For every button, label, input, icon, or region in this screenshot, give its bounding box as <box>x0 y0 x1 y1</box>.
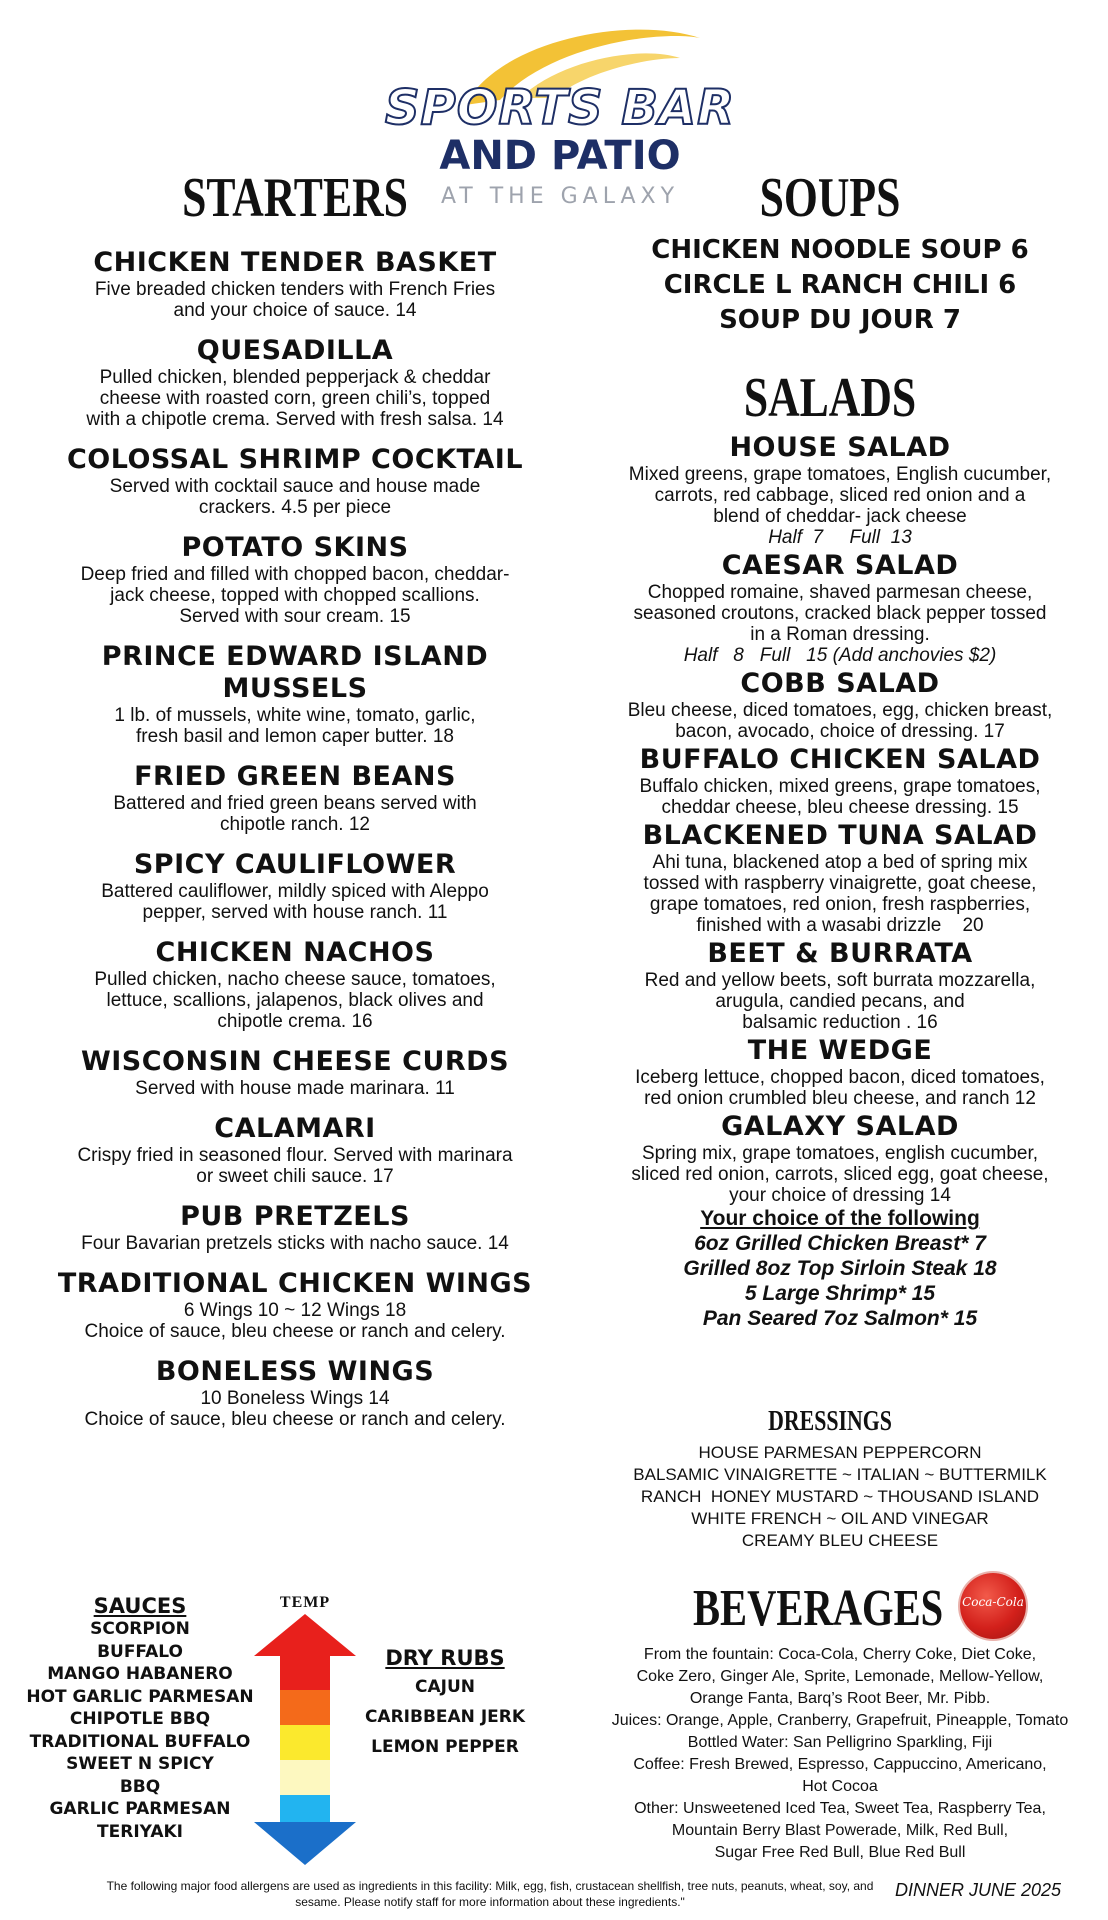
starter-item: WISCONSIN CHEESE CURDS Served with house made marinara. 11 <box>40 1046 550 1099</box>
starter-item: PUB PRETZELS Four Bavarian pretzels sticks with nacho sauce. 14 <box>40 1201 550 1254</box>
dressings-list <box>600 1442 1080 1552</box>
temp-arrow-icon <box>252 1612 358 1867</box>
beverage-line: Sugar Free Red Bull, Blue Red Bull <box>714 1844 966 1861</box>
soup-item: CIRCLE L RANCH CHILI 6 <box>663 270 1017 300</box>
temp-label: TEMP <box>279 1594 331 1611</box>
sauces-list <box>10 1594 270 1843</box>
item-name: TRADITIONAL CHICKEN WINGS <box>57 1268 533 1299</box>
salad-choice: Grilled 8oz Top Sirloin Steak 18 <box>683 1257 997 1280</box>
sauce-item: BUFFALO <box>97 1641 183 1662</box>
starter-item: CALAMARI Crispy fried in seasoned flour. Served with marinara or sweet chili sauce. 17 <box>40 1113 550 1187</box>
sauce-item: MANGO HABANERO <box>47 1664 233 1684</box>
dressing-line: RANCH HONEY MUSTARD ~ THOUSAND ISLAND <box>640 1487 1040 1506</box>
starter-item: BONELESS WINGS 10 Boneless Wings 14 Choice of sauce, bleu cheese or ranch and celery. <box>40 1356 550 1430</box>
temp-band-2 <box>280 1690 330 1725</box>
item-name: CHICKEN TENDER BASKET <box>93 247 497 278</box>
salads-list <box>600 432 1080 1331</box>
starters-list <box>40 247 550 1430</box>
item-name: HOUSE SALAD <box>729 432 951 463</box>
dressing-line: HOUSE PARMESAN PEPPERCORN <box>698 1443 982 1462</box>
item-name: POTATO SKINS <box>181 532 409 563</box>
dressing-line: BALSAMIC VINAIGRETTE ~ ITALIAN ~ BUTTERMILK <box>633 1465 1047 1484</box>
logo-line-1: SPORTS BAR <box>384 80 736 136</box>
soups-title: SOUPS <box>759 167 901 229</box>
item-name: CALAMARI <box>214 1113 376 1144</box>
item-name: COLOSSAL SHRIMP COCKTAIL <box>66 444 524 475</box>
starter-item: CHICKEN TENDER BASKET Five breaded chicken tenders with French Fries and your choice of sauce. 14 <box>40 247 550 321</box>
beverage-line: Juices: Orange, Apple, Cranberry, Grapefruit, Pineapple, Tomato <box>611 1712 1069 1729</box>
salad-item: BEET & BURRATA Red and yellow beets, soft burrata mozzarella, arugula, candied pecans, and balsamic reduction . 16 <box>600 938 1080 1033</box>
beverage-line: Orange Fanta, Barq’s Root Beer, Mr. Pibb. <box>689 1690 991 1707</box>
sauce-item: TERIYAKI <box>97 1821 183 1842</box>
logo-line-2: AND PATIO <box>439 133 681 179</box>
badge-label: Coca-Cola <box>962 1595 1024 1609</box>
sauce-item: CHIPOTLE BBQ <box>69 1709 211 1729</box>
salads-title: SALADS <box>743 367 917 429</box>
dressing-line: CREAMY BLEU CHEESE <box>741 1531 939 1550</box>
soups-list <box>600 233 1080 338</box>
temp-band-4 <box>280 1760 330 1795</box>
item-name: BLACKENED TUNA SALAD <box>642 820 1038 851</box>
item-name: THE WEDGE <box>747 1035 933 1066</box>
sauce-item: BBQ <box>119 1776 161 1797</box>
starter-item: SPICY CAULIFLOWER Battered cauliflower, mildly spiced with Aleppo pepper, served with house ranch. 11 <box>40 849 550 923</box>
salad-item: GALAXY SALAD Spring mix, grape tomatoes, english cucumber, sliced red onion, carrots, sliced egg, goat cheese, your choice of dressing 14 <box>600 1111 1080 1206</box>
salad-choice: 6oz Grilled Chicken Breast* 7 <box>694 1232 986 1255</box>
beverage-line: Mountain Berry Blast Powerade, Milk, Red Bull, <box>671 1822 1009 1839</box>
sauce-item: GARLIC PARMESAN <box>49 1799 231 1819</box>
dry-rub-item: CARIBBEAN JERK <box>364 1707 526 1727</box>
beverage-line: Hot Cocoa <box>802 1778 878 1795</box>
salad-item: BLACKENED TUNA SALAD Ahi tuna, blackened atop a bed of spring mix tossed with raspberry vinaigrette, goat cheese, grape tomatoes, red onion, fresh raspberries, finished with a wasabi drizzle 20 <box>600 820 1080 936</box>
beverage-line: Bottled Water: San Pelligrino Sparkling, Fiji <box>687 1734 993 1751</box>
salad-item: BUFFALO CHICKEN SALAD Buffalo chicken, mixed greens, grape tomatoes, cheddar cheese, bleu cheese dressing. 15 <box>600 744 1080 818</box>
beverage-line: Coffee: Fresh Brewed, Espresso, Cappuccino, Americano, <box>633 1756 1047 1773</box>
item-name: SPICY CAULIFLOWER <box>133 849 457 880</box>
item-name: GALAXY SALAD <box>721 1111 959 1142</box>
item-name: QUESADILLA <box>196 335 394 366</box>
item-name: PUB PRETZELS <box>180 1201 410 1232</box>
soup-item: CHICKEN NOODLE SOUP 6 <box>651 235 1029 265</box>
item-name: FRIED GREEN BEANS <box>134 761 456 792</box>
temp-band-3 <box>280 1725 330 1760</box>
allergen-note: The following major food allergens are used as ingredients in this facility: Milk, egg, fish, crustacean shellfish, tree nuts, peanuts, wheat, soy, and sesame. Please notify staff for more information about these ingredients." <box>106 1879 874 1909</box>
dressings-title: DRESSINGS <box>768 1406 892 1437</box>
menu-date: DINNER JUNE 2025 <box>895 1880 1062 1900</box>
salad-item: COBB SALAD Bleu cheese, diced tomatoes, egg, chicken breast, bacon, avocado, choice of dressing. 17 <box>600 668 1080 742</box>
temp-band-1 <box>280 1655 330 1690</box>
sauces-title: SAUCES <box>93 1594 187 1618</box>
salad-choice: 5 Large Shrimp* 15 <box>744 1282 936 1305</box>
starter-item: PRINCE EDWARD ISLAND MUSSELS 1 lb. of mussels, white wine, tomato, garlic, fresh basil and lemon caper butter. 18 <box>40 641 550 747</box>
item-name: BEET & BURRATA <box>707 938 973 969</box>
sauce-item: SWEET N SPICY <box>66 1754 214 1774</box>
temp-arrow-head-up <box>254 1614 356 1656</box>
temp-arrow-head-down <box>254 1822 356 1865</box>
beverage-line: From the fountain: Coca-Cola, Cherry Coke, Diet Coke, <box>643 1646 1037 1663</box>
coca-cola-badge-icon <box>960 1573 1026 1639</box>
beverage-line: Coke Zero, Ginger Ale, Sprite, Lemonade, Mellow-Yellow, <box>636 1668 1044 1685</box>
salad-price: Half 7 Full 13 <box>768 527 912 548</box>
dry-rubs-list <box>355 1646 535 1762</box>
sauce-item: TRADITIONAL BUFFALO <box>29 1731 251 1752</box>
salad-item: CAESAR SALAD Chopped romaine, shaved parmesan cheese, seasoned croutons, cracked black pepper tossed in a Roman dressing. Half 8 Full 15 (Add anchovies $2) <box>600 550 1080 666</box>
logo-line-3: AT THE GALAXY <box>440 184 680 209</box>
item-name: CAESAR SALAD <box>721 550 959 581</box>
dry-rub-item: CAJUN <box>415 1677 475 1697</box>
item-name: CHICKEN NACHOS <box>155 937 435 968</box>
dressing-line: WHITE FRENCH ~ OIL AND VINEGAR <box>691 1509 989 1528</box>
salad-item: HOUSE SALAD Mixed greens, grape tomatoes, English cucumber, carrots, red cabbage, sliced red onion and a blend of cheddar- jack cheese Half 7 Full 13 <box>600 432 1080 548</box>
beverage-line: Other: Unsweetened Iced Tea, Sweet Tea, Raspberry Tea, <box>634 1800 1046 1817</box>
soup-item: SOUP DU JOUR 7 <box>719 305 961 335</box>
sauce-item: HOT GARLIC PARMESAN <box>26 1686 254 1707</box>
starter-item: POTATO SKINS Deep fried and filled with chopped bacon, cheddar- jack cheese, topped with chopped scallions. Served with sour cream. 15 <box>40 532 550 627</box>
salad-item: THE WEDGE Iceberg lettuce, chopped bacon, diced tomatoes, red onion crumbled bleu cheese, and ranch 12 <box>600 1035 1080 1109</box>
item-name: BONELESS WINGS <box>155 1356 435 1387</box>
item-name: COBB SALAD <box>740 668 940 699</box>
starter-item: QUESADILLA Pulled chicken, blended pepperjack & cheddar cheese with roasted corn, green chili’s, topped with a chipotle crema. Served with fresh salsa. 14 <box>40 335 550 430</box>
item-name: WISCONSIN CHEESE CURDS <box>80 1046 510 1077</box>
salad-choice: Pan Seared 7oz Salmon* 15 <box>702 1307 978 1330</box>
item-name-2: MUSSELS <box>222 673 368 704</box>
starters-title: STARTERS <box>182 167 408 229</box>
dry-rubs-title: DRY RUBS <box>385 1646 505 1670</box>
starter-item: COLOSSAL SHRIMP COCKTAIL Served with cocktail sauce and house made crackers. 4.5 per piece <box>40 444 550 518</box>
beverages-list <box>600 1644 1080 1864</box>
item-name: PRINCE EDWARD ISLAND <box>101 641 489 672</box>
starter-item: TRADITIONAL CHICKEN WINGS 6 Wings 10 ~ 12 Wings 18 Choice of sauce, bleu cheese or ranch and celery. <box>40 1268 550 1342</box>
item-name: BUFFALO CHICKEN SALAD <box>639 744 1041 775</box>
beverages-title: BEVERAGES <box>693 1580 944 1637</box>
sauce-item: SCORPION <box>90 1619 190 1639</box>
starter-item: FRIED GREEN BEANS Battered and fried green beans served with chipotle ranch. 12 <box>40 761 550 835</box>
salad-choice-title: Your choice of the following <box>700 1207 980 1230</box>
dry-rub-item: LEMON PEPPER <box>371 1737 519 1757</box>
starter-item: CHICKEN NACHOS Pulled chicken, nacho cheese sauce, tomatoes, lettuce, scallions, jalapenos, black olives and chipotle crema. 16 <box>40 937 550 1032</box>
salad-price: Half 8 Full 15 (Add anchovies $2) <box>683 645 997 666</box>
temp-band-5 <box>280 1795 330 1825</box>
